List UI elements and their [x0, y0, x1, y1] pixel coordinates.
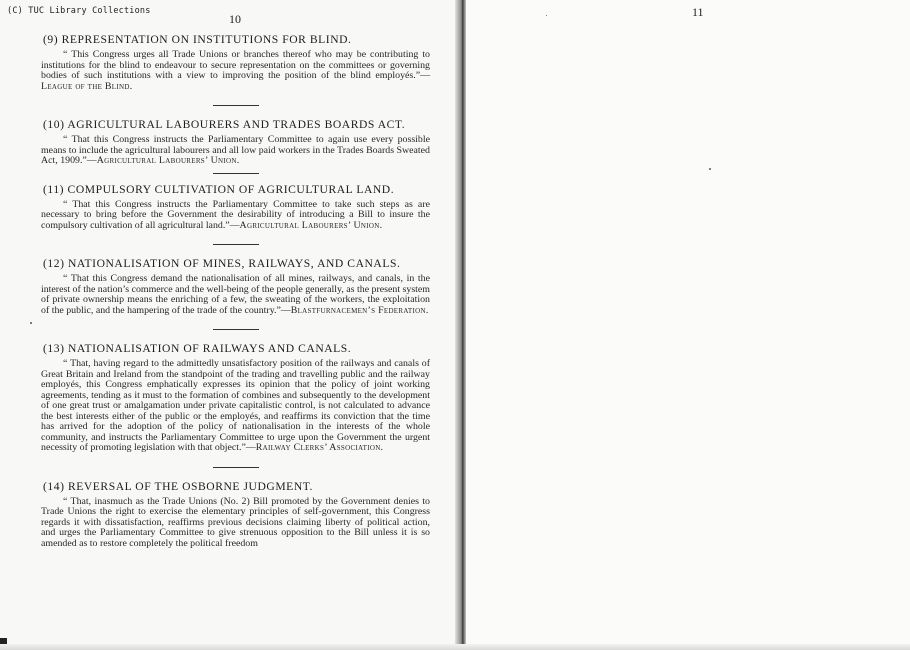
resolution-source: League of the Blind. [41, 80, 133, 92]
resolution-text: “ That, inasmuch as the Trade Unions (No. 2) Bill promoted by the Government denies to Trade Unions the right to exercise the elementary principles of self-government, this Congress regards it with dissatisfaction, reaffirms previous decisions claiming liberty of political action, and urges the Parliamentary Committee to give strenuous opposition to the Bill unless it is so amended as to restore completely the political freedom [41, 495, 430, 549]
resolution-source: Railway Clerks’ Association. [255, 442, 384, 453]
resolution-text: “ That this Congress instructs the Parliamentary Committee to take such steps as are necessary to bring before the Government the desirability of introducing a Bill to insure the compulsory cultivation of all agricultural land.”— [41, 198, 430, 231]
resolution-heading: (10) AGRICULTURAL LABOURERS AND TRADES BOARDS ACT. [43, 118, 406, 131]
resolution-heading: (12) NATIONALISATION OF MINES, RAILWAYS, AND CANALS. [43, 257, 401, 270]
resolution-text: “ That this Congress instructs the Parliamentary Committee to again use every possible means to include the agricultural labourers and all low paid workers in the Trades Boards Sweated Act, 1909.”— [41, 134, 430, 166]
resolution-text: “ This Congress urges all Trade Unions or branches thereof who may be contributing to institutions for the blind to endeavour to secure representation on the committees or governing bodies of such institutions with a view to improving the position of the blind employés.”— [41, 49, 430, 81]
resolution-body [41, 50, 430, 92]
resolutions-list [41, 33, 430, 549]
resolution-body [41, 274, 430, 316]
resolution-10 [41, 118, 430, 167]
resolution-heading: (14) REVERSAL OF THE OSBORNE JUDGMENT. [43, 479, 313, 493]
paper-speck [30, 322, 32, 324]
page-number-left: 10 [229, 12, 241, 26]
resolution-12 [41, 257, 430, 316]
paper-speck [546, 15, 547, 16]
resolution-text: “ That this Congress demand the nationalisation of all mines, railways, and canals, in the interest of the nation’s commerce and the well-being of the people generally, as the present system of private ownership means the enriching of a few, the sweating of the workers, the exploitation of the public, and the hampering of the trade of the country.”— [41, 273, 430, 316]
resolution-13 [41, 342, 430, 454]
page-number-right: 11 [692, 5, 704, 19]
resolution-heading: (11) COMPULSORY CULTIVATION OF AGRICULTURAL LAND. [43, 182, 395, 196]
scan-bottom-shade [0, 644, 910, 650]
resolution-body [41, 200, 430, 232]
resolution-9 [41, 33, 430, 92]
section-divider [213, 105, 259, 106]
resolution-text: “ That, having regard to the admittedly unsatisfactory position of the railways and canals of Great Britain and Ireland from the standpoint of the trading and travelling public and the railway employés, this Congress emphatically expresses its opinion that the policy of joint working agreements, tending as it must to the formation of combines and subsequently to the development of one great trust or amalgamation under private capitalistic control, is not calculated to advance the best interests either of the public or the employés, and reaffirms its conviction that the time has arrived for the adoption of the policy of nationalisation in the interests of the whole community, and instructs the Parliamentary Committee to urge upon the Government the urgent necessity of promoting legislation with that object.”— [41, 358, 430, 453]
resolution-body [41, 497, 430, 550]
paper-speck [709, 168, 711, 170]
resolution-body [41, 359, 430, 454]
resolution-source: Blastfurnacemen’s Federation. [290, 304, 429, 316]
resolution-heading: (9) REPRESENTATION ON INSTITUTIONS FOR BLIND. [43, 33, 352, 46]
resolution-body [41, 135, 430, 167]
section-divider [213, 244, 259, 245]
section-divider [213, 467, 259, 468]
resolution-heading: (13) NATIONALISATION OF RAILWAYS AND CANALS. [43, 342, 352, 355]
resolution-11 [41, 183, 430, 232]
resolution-14 [41, 480, 430, 550]
right-page [466, 0, 910, 650]
resolution-source: Agricultural Labourers’ Union. [239, 219, 383, 231]
section-divider [213, 173, 259, 174]
section-divider [213, 329, 259, 330]
resolution-source: Agricultural Labourers’ Union. [96, 155, 240, 166]
watermark: (C) TUC Library Collections [7, 6, 151, 16]
